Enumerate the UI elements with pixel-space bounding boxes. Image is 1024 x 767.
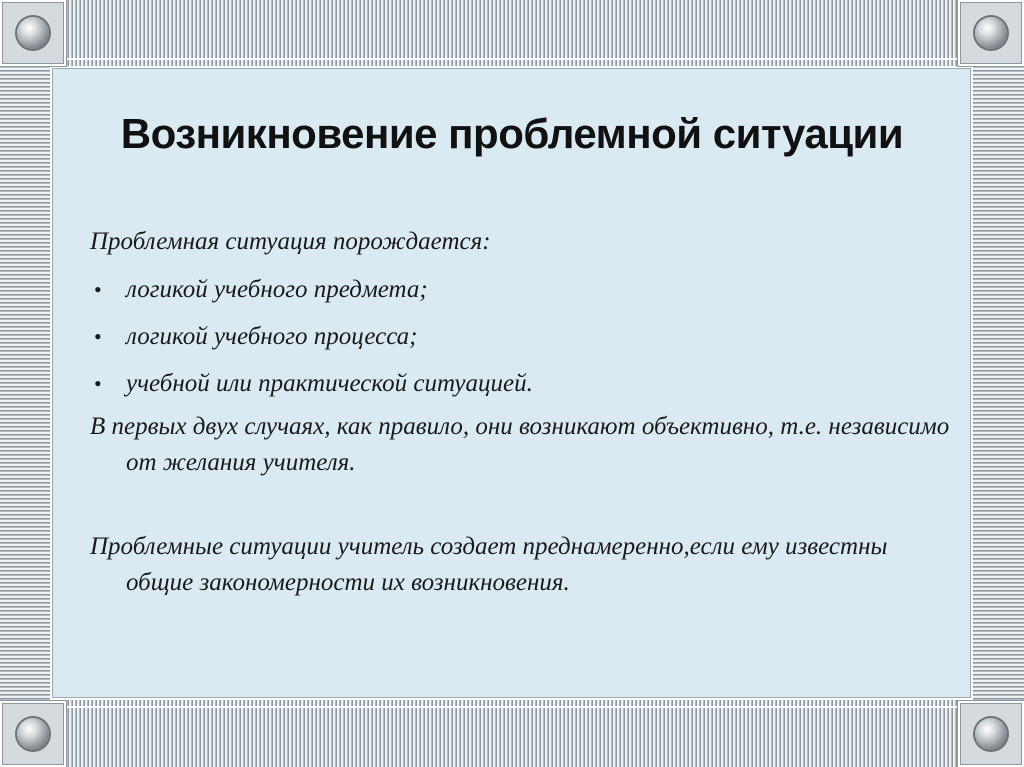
rivet-icon (17, 17, 49, 49)
bullet-icon: • (94, 277, 102, 302)
bullet-icon: • (94, 371, 102, 396)
slide-title: Возникновение проблемной ситуации (120, 110, 904, 157)
bullet-text: логикой учебного процесса; (126, 323, 418, 350)
frame-corner-top-right (958, 0, 1024, 66)
bullet-list (90, 266, 950, 407)
paragraph-deliberate: Проблемные ситуации учитель создает преднамеренно,если ему известны общие закономерности их возникновения. (90, 533, 888, 596)
frame-bottom-border (0, 700, 1024, 767)
frame-corner-bottom-left (0, 701, 66, 767)
bullet-text: логикой учебного предмета; (126, 276, 428, 303)
frame-top-border (0, 0, 1024, 66)
frame-corner-bottom-right (958, 701, 1024, 767)
list-item (90, 266, 950, 313)
bullet-text: учебной или практической ситуацией. (126, 370, 533, 397)
bullet-icon: • (94, 324, 102, 349)
intro-line: Проблемная ситуация порождается: (90, 228, 491, 255)
frame-corner-top-left (0, 0, 66, 66)
rivet-icon (975, 718, 1007, 750)
paragraph-objective: В первых двух случаях, как правило, они возникают объективно, т.е. независимо от желания учителя. (90, 413, 950, 476)
list-item (90, 360, 950, 407)
rivet-icon (17, 718, 49, 750)
slide-body (90, 220, 950, 601)
list-item (90, 313, 950, 360)
rivet-icon (975, 17, 1007, 49)
